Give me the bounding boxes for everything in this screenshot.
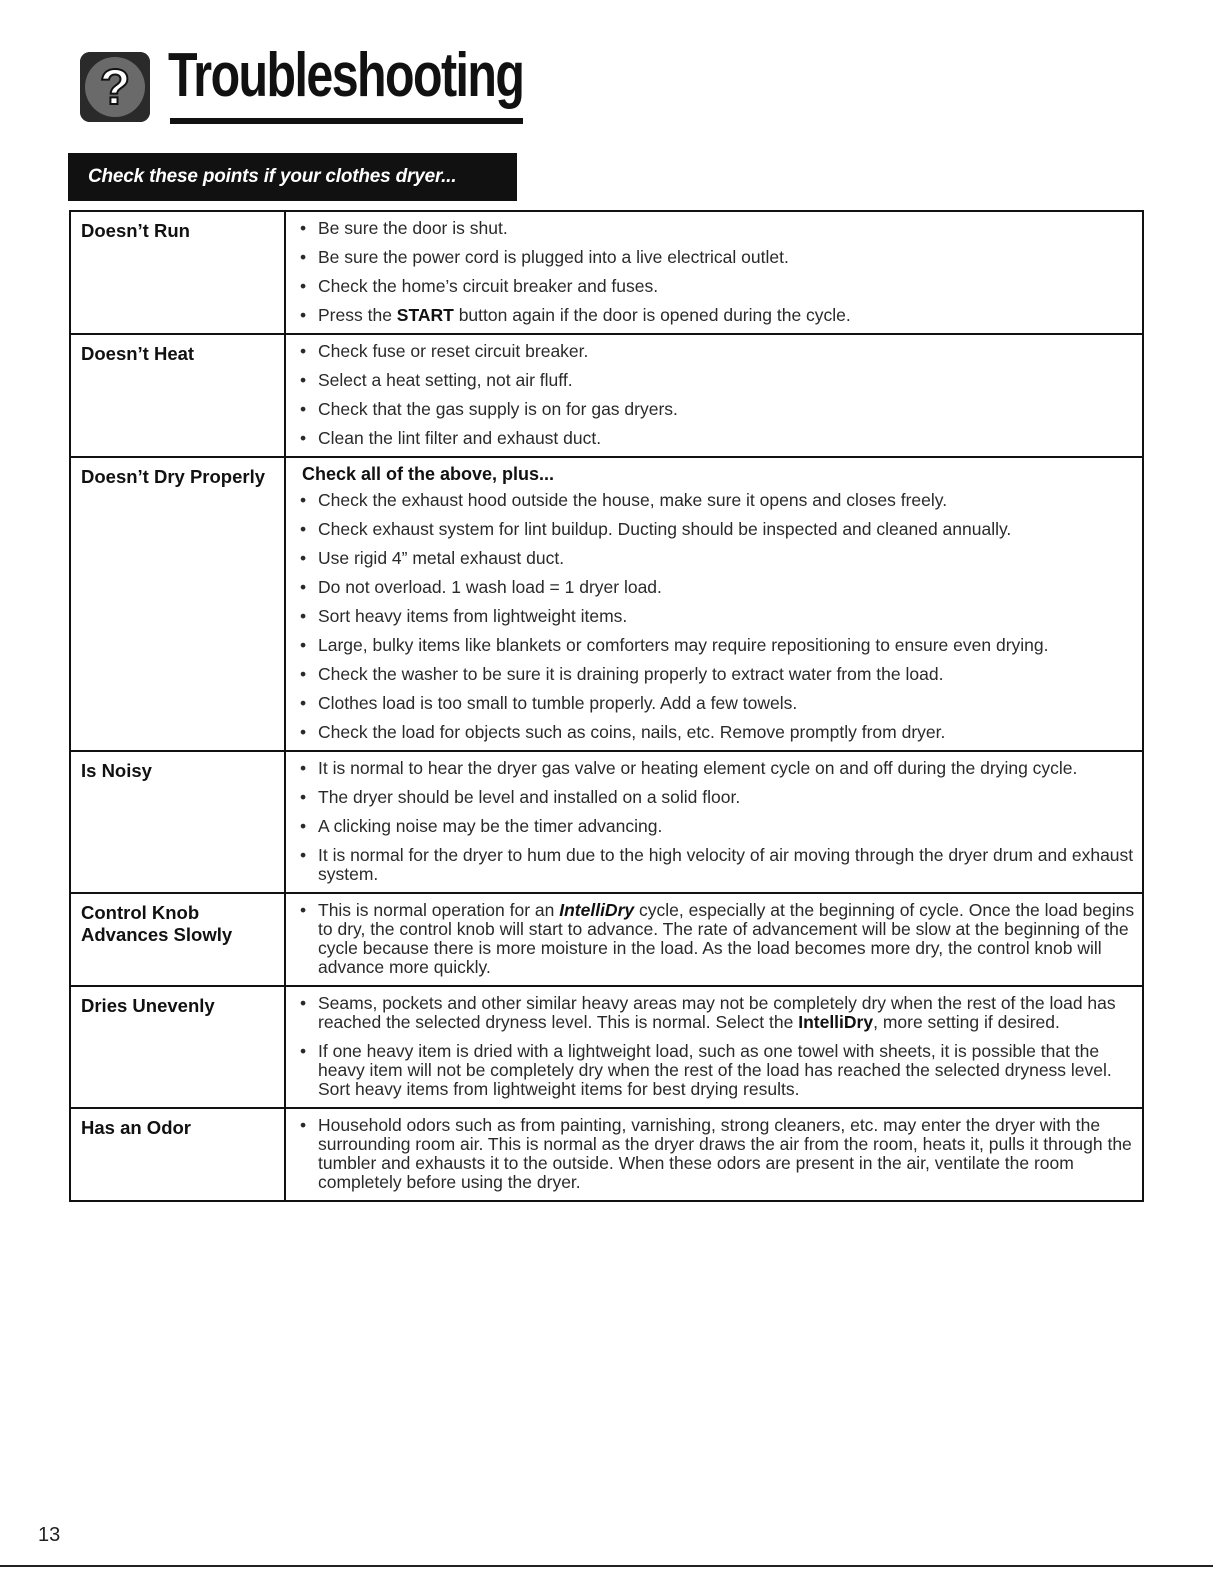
item-text: Do not overload. 1 wash load = 1 dryer load. bbox=[318, 577, 662, 597]
list-item bbox=[300, 788, 1136, 807]
table-row bbox=[70, 893, 1143, 986]
item-text: , more setting if desired. bbox=[873, 1012, 1060, 1032]
item-text: Use rigid 4” metal exhaust duct. bbox=[318, 548, 565, 568]
page-title: Troubleshooting bbox=[168, 41, 524, 110]
item-text: A clicking noise may be the timer advancing. bbox=[318, 816, 663, 836]
item-text: It is normal to hear the dryer gas valve or heating element cycle on and off during the drying cycle. bbox=[318, 758, 1078, 778]
symptom-cell: Is Noisy bbox=[70, 751, 285, 893]
item-keyword: START bbox=[396, 305, 454, 325]
solutions-list bbox=[300, 219, 1136, 325]
item-text: Household odors such as from painting, varnishing, strong cleaners, etc. may enter the dryer with the surrounding room air. This is normal as the dryer draws the air from the room, heats it, pulls it through the tumbler and exhausts it to the outside. When these odors are present in the air, ventilate the room completely before using the dryer. bbox=[318, 1115, 1132, 1192]
table-row bbox=[70, 211, 1143, 334]
table-row bbox=[70, 457, 1143, 751]
table-row bbox=[70, 334, 1143, 457]
list-item bbox=[300, 1042, 1136, 1099]
list-item bbox=[300, 1116, 1136, 1192]
solutions-list bbox=[300, 994, 1136, 1099]
item-text: It is normal for the dryer to hum due to the high velocity of air moving through the dryer drum and exhaust system. bbox=[318, 845, 1134, 884]
item-text: Large, bulky items like blankets or comforters may require repositioning to ensure even drying. bbox=[318, 635, 1049, 655]
footer-rule bbox=[0, 1565, 1213, 1567]
item-text: The dryer should be level and installed on a solid floor. bbox=[318, 787, 741, 807]
item-text: Be sure the door is shut. bbox=[318, 218, 508, 238]
solutions-cell bbox=[285, 211, 1143, 334]
solutions-cell bbox=[285, 1108, 1143, 1201]
list-item bbox=[300, 342, 1136, 361]
item-text: Sort heavy items from lightweight items. bbox=[318, 606, 628, 626]
list-item bbox=[300, 817, 1136, 836]
list-item bbox=[300, 694, 1136, 713]
question-mark-icon bbox=[80, 52, 150, 122]
list-item bbox=[300, 607, 1136, 626]
list-item bbox=[300, 901, 1136, 977]
list-item bbox=[300, 429, 1136, 448]
table-row bbox=[70, 1108, 1143, 1201]
solutions-cell bbox=[285, 334, 1143, 457]
list-item bbox=[300, 549, 1136, 568]
item-text: button again if the door is opened during the cycle. bbox=[453, 305, 851, 325]
item-text: Check fuse or reset circuit breaker. bbox=[318, 341, 589, 361]
list-item bbox=[300, 277, 1136, 296]
item-text: This is normal operation for an bbox=[318, 900, 560, 920]
solutions-intro: Check all of the above, plus... bbox=[302, 464, 555, 484]
list-item bbox=[300, 491, 1136, 510]
list-item bbox=[300, 578, 1136, 597]
solutions-cell bbox=[285, 457, 1143, 751]
symptom-cell: Doesn’t Heat bbox=[70, 334, 285, 457]
title-underline bbox=[170, 118, 523, 124]
item-text: Check exhaust system for lint buildup. Ducting should be inspected and cleaned annually. bbox=[318, 519, 1012, 539]
symptom-cell: Doesn’t Dry Properly bbox=[70, 457, 285, 751]
troubleshooting-table bbox=[69, 210, 1144, 1202]
solutions-list bbox=[300, 491, 1136, 742]
item-text: Check the washer to be sure it is draining properly to extract water from the load. bbox=[318, 664, 944, 684]
solutions-list bbox=[300, 342, 1136, 448]
item-text: Check the load for objects such as coins, nails, etc. Remove promptly from dryer. bbox=[318, 722, 946, 742]
solutions-list bbox=[300, 1116, 1136, 1192]
item-text: If one heavy item is dried with a lightweight load, such as one towel with sheets, it is possible that the heavy item will not be completely dry when the rest of the load has reached the selected dryness level. Sort heavy items from lightweight items for best drying results. bbox=[318, 1041, 1112, 1099]
symptom-cell: Dries Unevenly bbox=[70, 986, 285, 1108]
item-text: Press the bbox=[318, 305, 397, 325]
list-item bbox=[300, 520, 1136, 539]
item-text: Select a heat setting, not air fluff. bbox=[318, 370, 573, 390]
solutions-list bbox=[300, 759, 1136, 884]
list-item bbox=[300, 400, 1136, 419]
symptom-cell: Doesn’t Run bbox=[70, 211, 285, 334]
symptom-cell: Has an Odor bbox=[70, 1108, 285, 1201]
list-item bbox=[300, 994, 1136, 1032]
list-item bbox=[300, 306, 1136, 325]
list-item bbox=[300, 248, 1136, 267]
item-keyword: IntelliDry bbox=[559, 900, 635, 920]
list-item bbox=[300, 846, 1136, 884]
item-text: Clean the lint filter and exhaust duct. bbox=[318, 428, 602, 448]
item-text: Check the home’s circuit breaker and fuses. bbox=[318, 276, 659, 296]
list-item bbox=[300, 665, 1136, 684]
solutions-list bbox=[300, 901, 1136, 977]
svg-text:?: ? bbox=[99, 59, 131, 115]
item-text: Be sure the power cord is plugged into a live electrical outlet. bbox=[318, 247, 789, 267]
page-header bbox=[80, 41, 525, 126]
page-number: 13 bbox=[38, 1524, 61, 1546]
section-banner: Check these points if your clothes dryer... bbox=[68, 153, 517, 201]
list-item bbox=[300, 723, 1136, 742]
item-text: Seams, pockets and other similar heavy areas may not be completely dry when the rest of the load has reached the selected dryness level. This is normal. Select the bbox=[318, 993, 1116, 1032]
item-text: Check the exhaust hood outside the house, make sure it opens and closes freely. bbox=[318, 490, 948, 510]
solutions-cell bbox=[285, 986, 1143, 1108]
item-keyword: IntelliDry bbox=[798, 1012, 874, 1032]
item-text: Clothes load is too small to tumble properly. Add a few towels. bbox=[318, 693, 798, 713]
solutions-cell bbox=[285, 893, 1143, 986]
item-text: cycle, especially at the beginning of cycle. Once the load begins to dry, the control knob will start to advance. The rate of advancement will be slow at the beginning of the cycle because there is more moisture in the load. As the load becomes more dry, the control knob will advance more quickly. bbox=[318, 900, 1135, 977]
solutions-cell bbox=[285, 751, 1143, 893]
table-row bbox=[70, 751, 1143, 893]
list-item bbox=[300, 219, 1136, 238]
list-item bbox=[300, 636, 1136, 655]
list-item bbox=[300, 371, 1136, 390]
table-row bbox=[70, 986, 1143, 1108]
item-text: Check that the gas supply is on for gas dryers. bbox=[318, 399, 678, 419]
list-item bbox=[300, 759, 1136, 778]
symptom-cell: Control Knob Advances Slowly bbox=[70, 893, 285, 986]
